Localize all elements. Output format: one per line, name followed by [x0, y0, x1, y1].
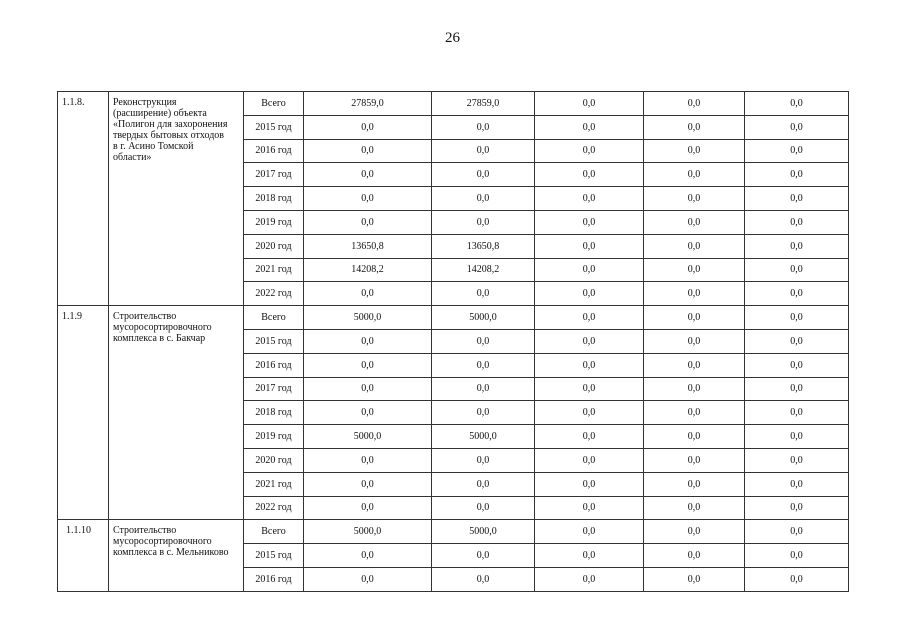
amount-cell: 0,0	[535, 567, 644, 591]
amount-cell: 0,0	[745, 329, 849, 353]
amount-cell: 0,0	[304, 282, 432, 306]
year-cell: 2017 год	[244, 163, 304, 187]
item-name-line: области»	[113, 152, 152, 163]
amount-cell: 0,0	[432, 377, 535, 401]
year-cell: 2016 год	[244, 567, 304, 591]
year-cell: 2018 год	[244, 401, 304, 425]
amount-cell: 0,0	[304, 567, 432, 591]
amount-cell: 0,0	[432, 401, 535, 425]
amount-cell: 27859,0	[304, 92, 432, 116]
year-cell: 2022 год	[244, 282, 304, 306]
amount-cell: 0,0	[644, 329, 745, 353]
amount-cell: 0,0	[644, 425, 745, 449]
item-code-cell: 1.1.9	[58, 306, 109, 520]
year-cell: 2015 год	[244, 329, 304, 353]
amount-cell: 0,0	[304, 377, 432, 401]
item-name-line: комплекса в с. Мельниково	[113, 547, 229, 559]
amount-cell: 0,0	[745, 115, 849, 139]
amount-cell: 0,0	[304, 472, 432, 496]
amount-cell: 0,0	[644, 92, 745, 116]
item-name-line: Строительство	[113, 311, 177, 323]
item-name-line: мусоросортировочного	[113, 322, 212, 334]
amount-cell: 0,0	[304, 163, 432, 187]
amount-cell: 0,0	[535, 544, 644, 568]
amount-cell: 0,0	[745, 282, 849, 306]
amount-cell: 0,0	[535, 496, 644, 520]
amount-cell: 0,0	[304, 329, 432, 353]
budget-table	[57, 91, 849, 592]
amount-cell: 0,0	[644, 496, 745, 520]
amount-cell: 0,0	[304, 496, 432, 520]
year-cell: 2022 год	[244, 496, 304, 520]
amount-cell: 0,0	[644, 520, 745, 544]
amount-cell: 0,0	[535, 353, 644, 377]
year-cell: Всего	[244, 92, 304, 116]
item-name-line: комплекса в с. Бакчар	[113, 333, 206, 345]
amount-cell: 0,0	[432, 472, 535, 496]
item-name-cell	[109, 306, 244, 520]
item-name-line: (расширение) объекта	[113, 108, 207, 119]
year-cell: 2015 год	[244, 544, 304, 568]
amount-cell: 0,0	[535, 448, 644, 472]
amount-cell: 0,0	[304, 210, 432, 234]
year-cell: 2021 год	[244, 258, 304, 282]
year-cell: 2019 год	[244, 425, 304, 449]
amount-cell: 0,0	[304, 353, 432, 377]
amount-cell: 0,0	[745, 234, 849, 258]
year-cell: 2019 год	[244, 210, 304, 234]
amount-cell: 0,0	[432, 187, 535, 211]
amount-cell: 5000,0	[432, 520, 535, 544]
amount-cell: 0,0	[432, 448, 535, 472]
amount-cell: 13650,8	[432, 234, 535, 258]
amount-cell: 0,0	[432, 210, 535, 234]
amount-cell: 0,0	[432, 567, 535, 591]
amount-cell: 5000,0	[304, 306, 432, 330]
amount-cell: 0,0	[745, 448, 849, 472]
table-row	[58, 92, 849, 116]
amount-cell: 5000,0	[432, 306, 535, 330]
item-code-cell: 1.1.10	[58, 520, 109, 591]
amount-cell: 0,0	[432, 496, 535, 520]
amount-cell: 0,0	[535, 282, 644, 306]
amount-cell: 0,0	[745, 544, 849, 568]
amount-cell: 14208,2	[304, 258, 432, 282]
amount-cell: 0,0	[745, 139, 849, 163]
amount-cell: 0,0	[745, 306, 849, 330]
amount-cell: 0,0	[432, 544, 535, 568]
amount-cell: 0,0	[745, 163, 849, 187]
item-name-line: Реконструкция	[113, 97, 177, 108]
item-name-cell	[109, 520, 244, 591]
page-number: 26	[445, 30, 460, 46]
amount-cell: 0,0	[644, 472, 745, 496]
amount-cell: 0,0	[745, 353, 849, 377]
item-code-cell: 1.1.8.	[58, 92, 109, 306]
year-cell: 2020 год	[244, 448, 304, 472]
amount-cell: 13650,8	[304, 234, 432, 258]
item-name-cell	[109, 92, 244, 306]
amount-cell: 0,0	[535, 401, 644, 425]
amount-cell: 0,0	[304, 115, 432, 139]
amount-cell: 0,0	[644, 306, 745, 330]
year-cell: Всего	[244, 306, 304, 330]
amount-cell: 0,0	[745, 187, 849, 211]
amount-cell: 0,0	[745, 258, 849, 282]
amount-cell: 0,0	[644, 448, 745, 472]
year-cell: 2016 год	[244, 353, 304, 377]
item-name-line: Строительство	[113, 525, 177, 537]
amount-cell: 0,0	[745, 496, 849, 520]
amount-cell: 0,0	[304, 448, 432, 472]
amount-cell: 0,0	[535, 425, 644, 449]
year-cell: 2017 год	[244, 377, 304, 401]
amount-cell: 0,0	[644, 163, 745, 187]
amount-cell: 0,0	[535, 115, 644, 139]
year-cell: 2021 год	[244, 472, 304, 496]
amount-cell: 0,0	[644, 258, 745, 282]
amount-cell: 0,0	[745, 425, 849, 449]
amount-cell: 0,0	[644, 187, 745, 211]
amount-cell: 0,0	[535, 377, 644, 401]
table-row	[58, 520, 849, 544]
amount-cell: 0,0	[644, 353, 745, 377]
year-cell: 2018 год	[244, 187, 304, 211]
amount-cell: 0,0	[432, 353, 535, 377]
amount-cell: 0,0	[644, 234, 745, 258]
table-body	[58, 92, 849, 592]
amount-cell: 0,0	[432, 282, 535, 306]
amount-cell: 0,0	[745, 92, 849, 116]
amount-cell: 14208,2	[432, 258, 535, 282]
amount-cell: 5000,0	[432, 425, 535, 449]
amount-cell: 27859,0	[432, 92, 535, 116]
amount-cell: 0,0	[304, 401, 432, 425]
amount-cell: 0,0	[535, 258, 644, 282]
amount-cell: 0,0	[535, 163, 644, 187]
amount-cell: 0,0	[535, 139, 644, 163]
amount-cell: 0,0	[644, 377, 745, 401]
amount-cell: 0,0	[535, 92, 644, 116]
amount-cell: 0,0	[745, 520, 849, 544]
amount-cell: 0,0	[745, 567, 849, 591]
amount-cell: 0,0	[745, 377, 849, 401]
amount-cell: 0,0	[432, 329, 535, 353]
amount-cell: 5000,0	[304, 425, 432, 449]
amount-cell: 0,0	[432, 115, 535, 139]
amount-cell: 0,0	[644, 282, 745, 306]
amount-cell: 0,0	[535, 234, 644, 258]
amount-cell: 0,0	[644, 567, 745, 591]
year-cell: 2015 год	[244, 115, 304, 139]
table-row	[58, 306, 849, 330]
amount-cell: 0,0	[535, 210, 644, 234]
amount-cell: 0,0	[644, 139, 745, 163]
amount-cell: 0,0	[644, 115, 745, 139]
amount-cell: 0,0	[535, 306, 644, 330]
year-cell: 2020 год	[244, 234, 304, 258]
amount-cell: 0,0	[535, 329, 644, 353]
amount-cell: 0,0	[432, 163, 535, 187]
amount-cell: 5000,0	[304, 520, 432, 544]
amount-cell: 0,0	[535, 472, 644, 496]
amount-cell: 0,0	[432, 139, 535, 163]
amount-cell: 0,0	[304, 187, 432, 211]
amount-cell: 0,0	[745, 210, 849, 234]
amount-cell: 0,0	[745, 472, 849, 496]
amount-cell: 0,0	[644, 401, 745, 425]
item-name-line: в г. Асино Томской	[113, 141, 194, 152]
item-name-line: твердых бытовых отходов	[113, 130, 225, 141]
amount-cell: 0,0	[304, 139, 432, 163]
amount-cell: 0,0	[304, 544, 432, 568]
amount-cell: 0,0	[644, 210, 745, 234]
amount-cell: 0,0	[535, 520, 644, 544]
amount-cell: 0,0	[644, 544, 745, 568]
item-name-line: «Полигон для захоронения	[113, 119, 228, 130]
amount-cell: 0,0	[745, 401, 849, 425]
item-name-line: мусоросортировочного	[113, 536, 212, 548]
year-cell: 2016 год	[244, 139, 304, 163]
amount-cell: 0,0	[535, 187, 644, 211]
year-cell: Всего	[244, 520, 304, 544]
